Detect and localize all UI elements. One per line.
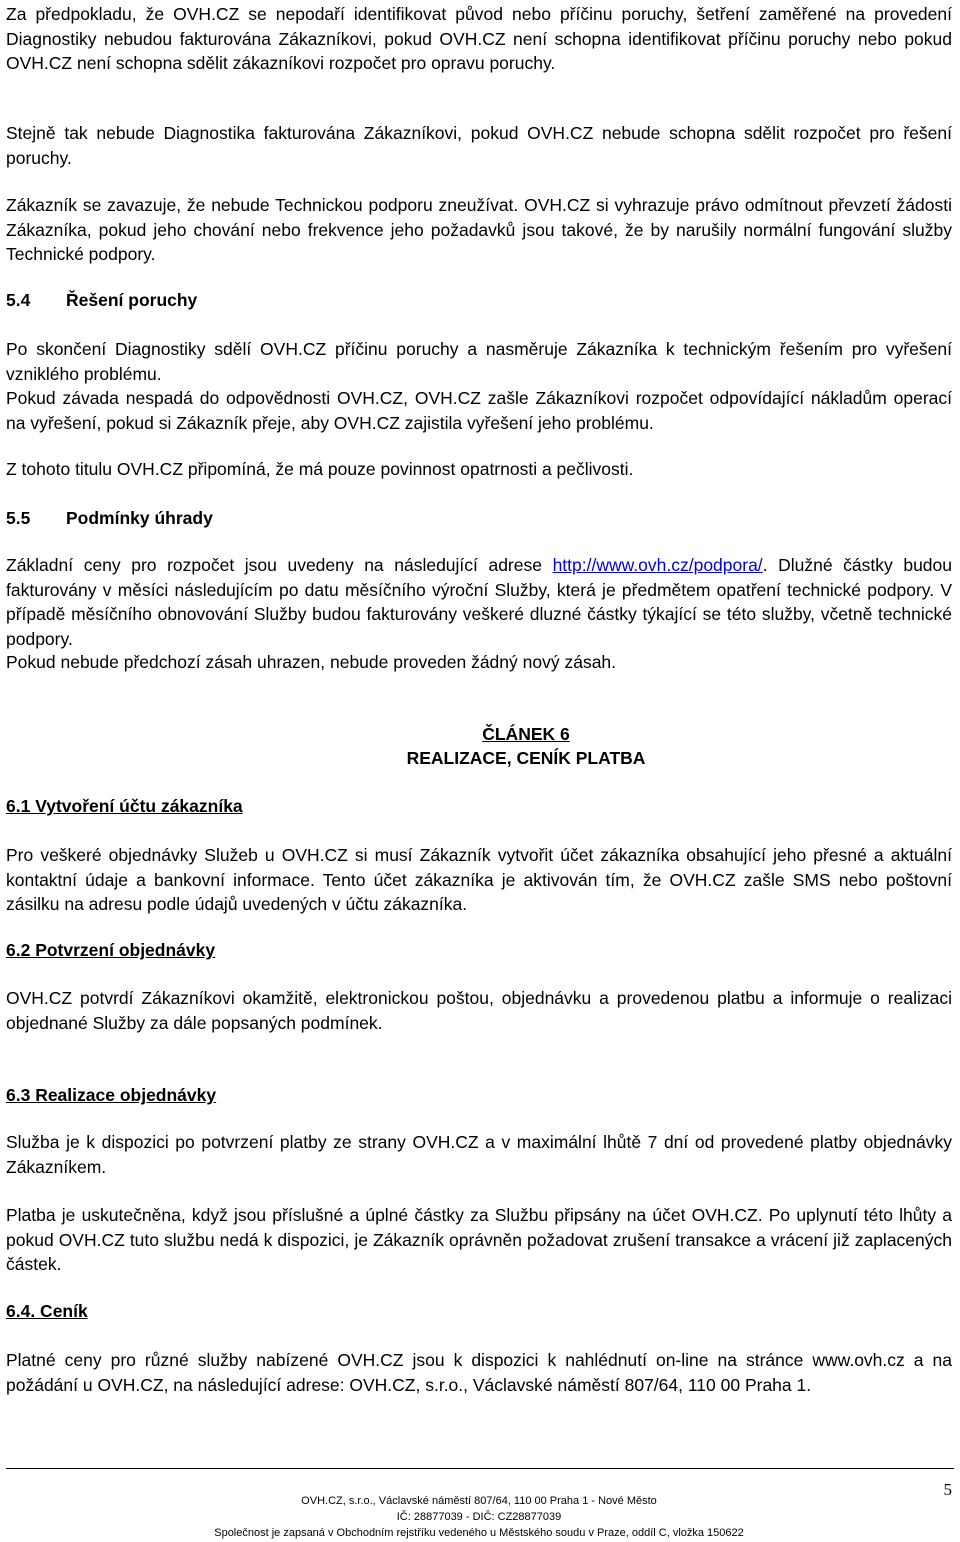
- paragraph-unpaid-intervention: Pokud nebude předchozí zásah uhrazen, nebude proveden žádný nový zásah.: [6, 652, 617, 672]
- paragraph-service-availability: Služba je k dispozici po potvrzení platby ze strany OVH.CZ a v maximální lhůtě 7 dní od provedené platby objednávky Zákazníkem.: [6, 1132, 952, 1177]
- section-heading-5-5: [6, 506, 213, 530]
- paragraph-payment-completion: Platba je uskutečněna, když jsou příslušné a úplné částky za Službu připsány na účet OVH.CZ. Po uplynutí této lhůty a pokud OVH.CZ tuto službu nedá k dispozici, je Zákazník oprávněn požadovat zrušení transakce a vrácení již zaplacených částek.: [6, 1205, 952, 1274]
- page-number: 5: [943, 1480, 952, 1499]
- footer-address: OVH.CZ, s.r.o., Václavské náměstí 807/64, 110 00 Praha 1 - Nové Město: [301, 1495, 657, 1507]
- section-heading-6-1: 6.1 Vytvoření účtu zákazníka: [6, 796, 243, 816]
- payment-text-end: . Dlužné částky budou fakturovány v měsíci následujícím po datu měsíčního výroční Služby, která je předmětem opatření technické podpory. V případě měsíčního obnovování Služby budou fakturovány veškeré dluzné částky týkající se této služby, včetně technické podpory.: [6, 555, 952, 649]
- article-number: ČLÁNEK 6: [482, 724, 570, 744]
- paragraph-duty-of-care: Z tohoto titulu OVH.CZ připomíná, že má pouze povinnost opatrnosti a pečlivosti.: [6, 459, 634, 479]
- section-heading-6-3: 6.3 Realizace objednávky: [6, 1085, 217, 1105]
- paragraph-diagnosis-result: Po skončení Diagnostiky sdělí OVH.CZ příčinu poruchy a nasměruje Zákazníka k technickým řešením pro vyřešení vzniklého problému.: [6, 339, 952, 384]
- payment-text-start: Základní ceny pro rozpočet jsou uvedeny na následující adrese: [6, 555, 553, 575]
- paragraph-order-confirmation: OVH.CZ potvrdí Zákazníkovi okamžitě, elektronickou poštou, objednávku a provedenou platbu a informuje o realizaci objednané Služby za dále popsaných podmínek.: [6, 988, 952, 1033]
- footer-registration: Společnost je zapsaná v Obchodním rejstříku vedeného u Městského soudu v Praze, oddíl C, vložka 150622: [214, 1527, 744, 1539]
- paragraph-price-list: Platné ceny pro různé služby nabízené OVH.CZ jsou k dispozici k nahlédnutí on-line na stránce www.ovh.cz a na požádání u OVH.CZ, na následující adrese: OVH.CZ, s.r.o., Václavské náměstí 807/64, 110 00 Praha 1.: [6, 1350, 952, 1395]
- footer-ids: IČ: 28877039 - DIČ: CZ28877039: [396, 1511, 562, 1523]
- paragraph-support-abuse: Zákazník se zavazuje, že nebude Technickou podporu zneužívat. OVH.CZ si vyhrazuje právo odmítnout převzetí žádosti Zákazníka, pokud jeho chování nebo frekvence jeho požadavků jsou takové, že by narušily normální fungování služby Technické podpory.: [6, 195, 952, 264]
- section-number: 5.4: [6, 290, 31, 310]
- paragraph-payment-terms: [6, 553, 952, 651]
- article-title: [306, 722, 746, 770]
- section-heading-6-2: 6.2 Potvrzení objednávky: [6, 940, 216, 960]
- footer: [6, 1493, 952, 1541]
- paragraph-out-of-scope-budget: Pokud závada nespadá do odpovědnosti OVH.CZ, OVH.CZ zašle Zákazníkovi rozpočet odpovídající nákladům operací na vyřešení, pokud si Zákazník přeje, aby OVH.CZ zajistila vyřešení jeho problému.: [6, 388, 952, 433]
- section-title: Řešení poruchy: [66, 290, 198, 310]
- footer-divider: [6, 1468, 954, 1469]
- section-number: 5.5: [6, 508, 31, 528]
- section-heading-6-4: 6.4. Ceník: [6, 1301, 88, 1321]
- paragraph-diagnostics-no-budget: Stejně tak nebude Diagnostika fakturována Zákazníkovi, pokud OVH.CZ nebude schopna sdělit rozpočet pro řešení poruchy.: [6, 123, 952, 168]
- paragraph-diagnostics-billing: Za předpokladu, že OVH.CZ se nepodaří identifikovat původ nebo příčinu poruchy, šetření zaměřené na provedení Diagnostiky nebudou fakturována Zákazníkovi, pokud OVH.CZ není schopna identifikovat příčinu poruchy nebo pokud OVH.CZ není schopna sdělit zákazníkovi rozpočet pro opravu poruchy.: [6, 4, 952, 73]
- section-title: Podmínky úhrady: [66, 508, 213, 528]
- paragraph-customer-account: Pro veškeré objednávky Služeb u OVH.CZ si musí Zákazník vytvořit účet zákazníka obsahující jeho přesné a aktuální kontaktní údaje a bankovní informace. Tento účet zákazníka je aktivován tím, že OVH.CZ zašle SMS nebo poštovní zásilku na adresu podle údajů uvedených v účtu zákazníka.: [6, 845, 952, 914]
- section-heading-5-4: [6, 288, 197, 312]
- article-name: REALIZACE, CENÍK PLATBA: [406, 748, 646, 768]
- support-link[interactable]: http://www.ovh.cz/podpora/: [552, 555, 763, 575]
